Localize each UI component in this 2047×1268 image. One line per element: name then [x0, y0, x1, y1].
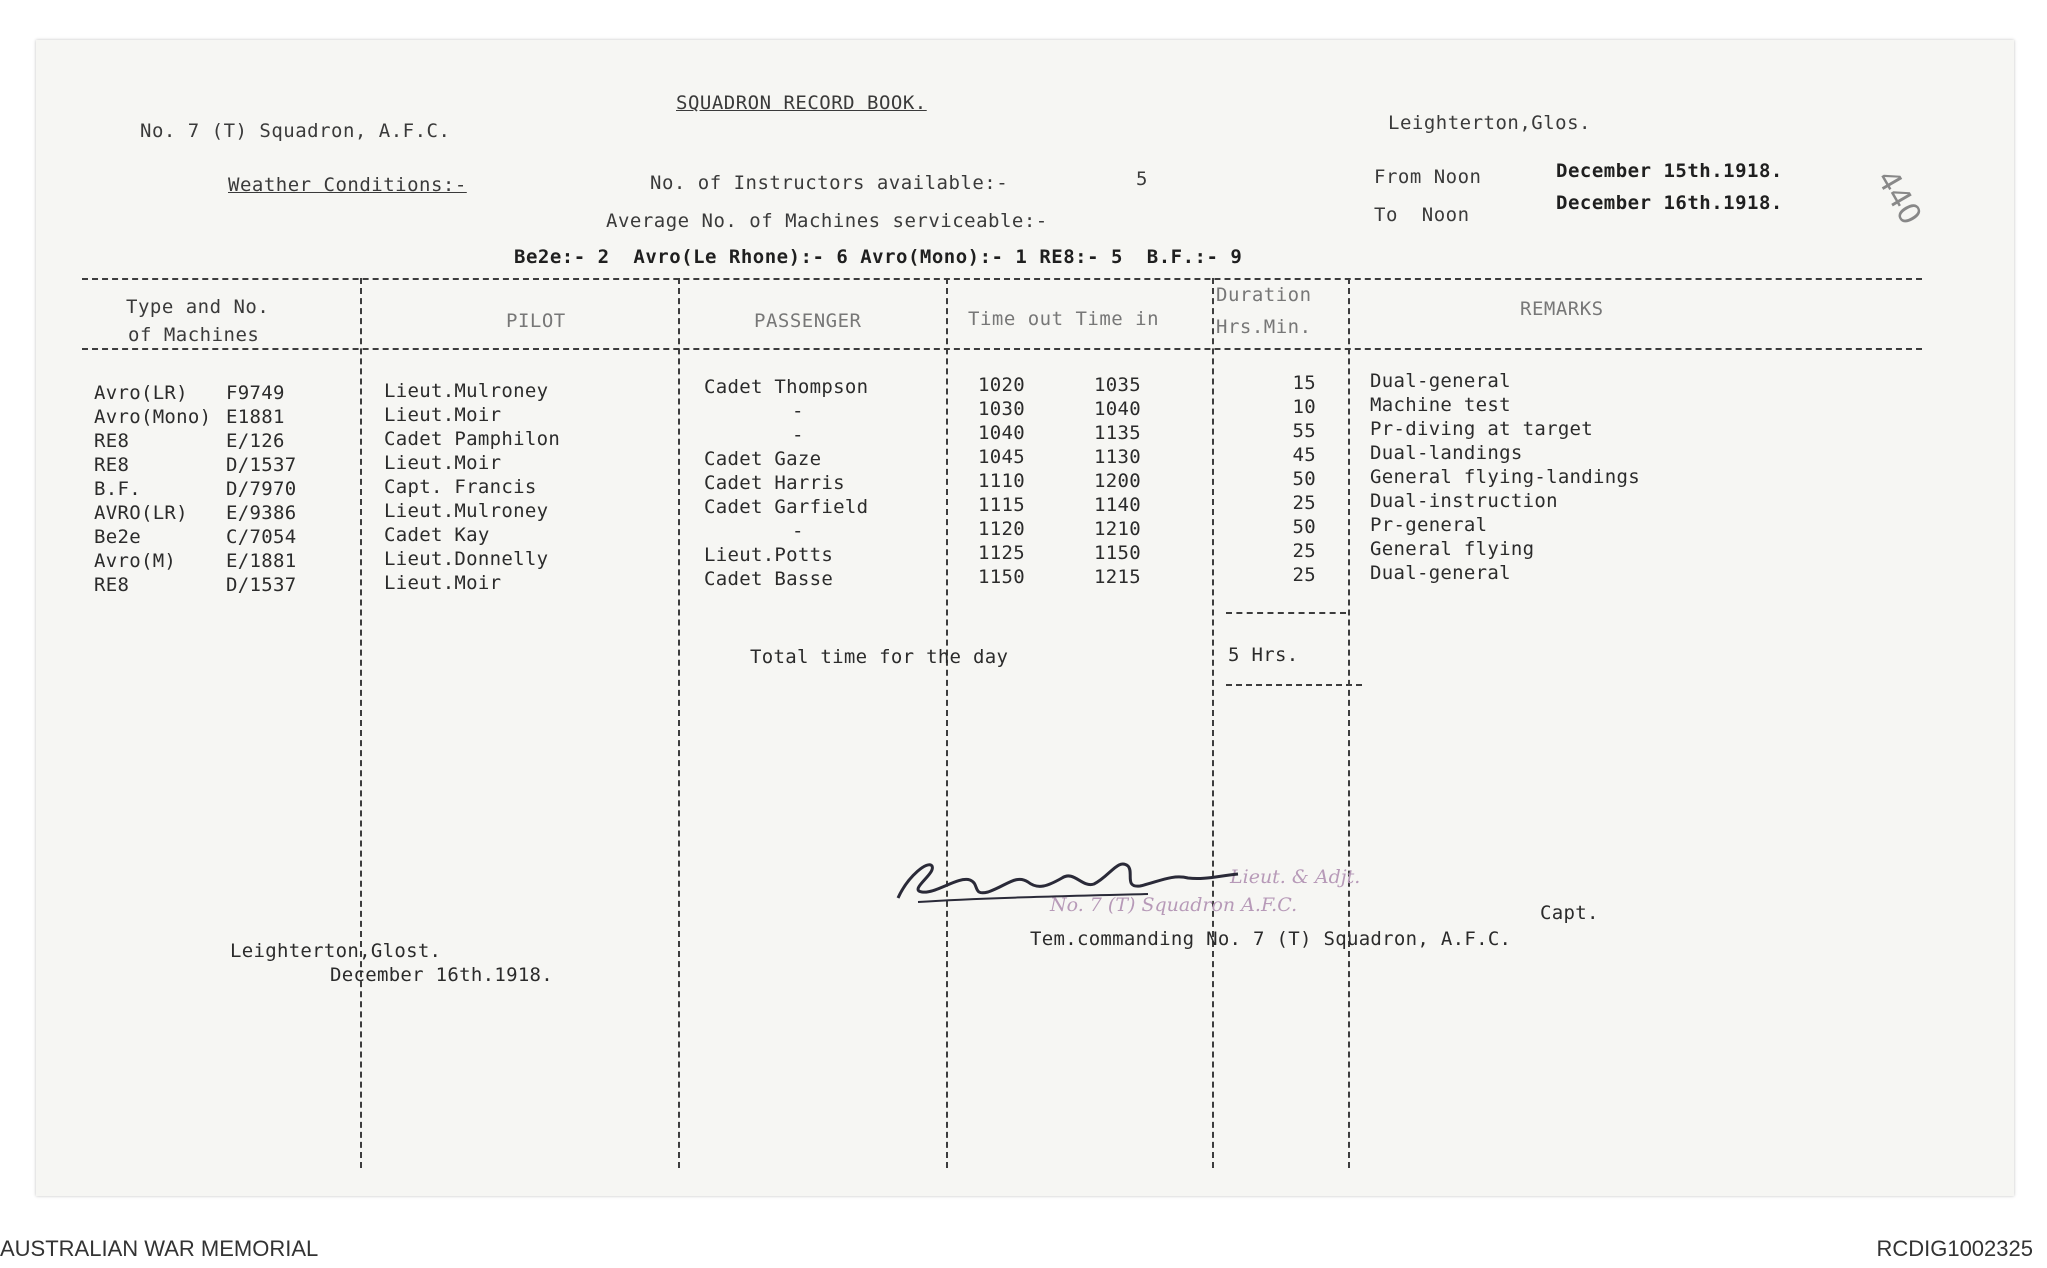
table-header-rule [82, 348, 1922, 350]
time-out: 1125 [978, 542, 1025, 564]
duration: 15 [1292, 372, 1316, 394]
remarks: Pr-general [1370, 514, 1488, 536]
time-in: 1200 [1094, 470, 1141, 492]
time-out: 1040 [978, 422, 1025, 444]
header-duration-line1: Duration [1216, 284, 1312, 306]
machine-serial: E/126 [226, 430, 285, 452]
remarks: Dual-general [1370, 370, 1511, 392]
pilot-name: Lieut.Donnelly [384, 548, 549, 570]
duration: 50 [1292, 468, 1316, 490]
stamp-squadron: No. 7 (T) Squadron A.F.C. [1050, 894, 1298, 916]
signoff-date: December 16th.1918. [330, 964, 554, 986]
duration: 55 [1292, 420, 1316, 442]
column-divider-duration [1212, 278, 1214, 1168]
pilot-name: Lieut.Moir [384, 572, 502, 594]
duration: 25 [1292, 564, 1316, 586]
duration: 45 [1292, 444, 1316, 466]
machine-serial: E1881 [226, 406, 285, 428]
pilot-name: Capt. Francis [384, 476, 537, 498]
machine-type: RE8 [94, 454, 130, 476]
page-number: 440 [1869, 163, 1929, 232]
time-in: 1040 [1094, 398, 1141, 420]
duration: 25 [1292, 492, 1316, 514]
remarks: General flying-landings [1370, 466, 1640, 488]
header-time: Time out Time in [968, 308, 1160, 330]
remarks: Machine test [1370, 394, 1511, 416]
machine-serial: E/9386 [226, 502, 297, 524]
time-out: 1045 [978, 446, 1025, 468]
machine-type: RE8 [94, 574, 130, 596]
duration: 25 [1292, 540, 1316, 562]
passenger-name: - [792, 400, 804, 422]
table-top-rule [82, 278, 1922, 280]
total-value: 5 Hrs. [1228, 644, 1299, 666]
from-date: December 15th.1918. [1556, 160, 1783, 182]
time-in: 1140 [1094, 494, 1141, 516]
duration: 50 [1292, 516, 1316, 538]
remarks: Pr-diving at target [1370, 418, 1594, 440]
passenger-name: Lieut.Potts [704, 544, 834, 566]
time-in: 1210 [1094, 518, 1141, 540]
pilot-name: Lieut.Mulroney [384, 380, 549, 402]
passenger-name: Cadet Basse [704, 568, 834, 590]
pilot-name: Lieut.Moir [384, 404, 502, 426]
time-out: 1120 [978, 518, 1025, 540]
header-type-line2: of Machines [128, 324, 260, 346]
header-type-line1: Type and No. [126, 296, 270, 318]
time-in: 1150 [1094, 542, 1141, 564]
time-in: 1130 [1094, 446, 1141, 468]
machines-summary: Be2e:- 2 Avro(Le Rhone):- 6 Avro(Mono):- 1 RE8:- 5 B.F.:- 9 [514, 246, 1243, 268]
machine-type: Be2e [94, 526, 141, 548]
squadron-name: No. 7 (T) Squadron, A.F.C. [140, 120, 451, 142]
time-in: 1035 [1094, 374, 1141, 396]
page-title: SQUADRON RECORD BOOK. [676, 92, 927, 114]
time-out: 1030 [978, 398, 1025, 420]
machine-serial: D/1537 [226, 454, 297, 476]
machines-serviceable-label: Average No. of Machines serviceable:- [606, 210, 1048, 232]
commanding-line: Tem.commanding No. 7 (T) Squadron, A.F.C. [1030, 928, 1512, 950]
machine-serial: E/1881 [226, 550, 297, 572]
machine-serial: F9749 [226, 382, 285, 404]
machine-serial: D/7970 [226, 478, 297, 500]
total-top-rule [1226, 612, 1346, 614]
remarks: Dual-landings [1370, 442, 1523, 464]
header-remarks: REMARKS [1520, 298, 1604, 320]
instructors-label: No. of Instructors available:- [650, 172, 1009, 194]
passenger-name: Cadet Thompson [704, 376, 869, 398]
time-in: 1135 [1094, 422, 1141, 444]
remarks: Dual-general [1370, 562, 1511, 584]
machine-type: B.F. [94, 478, 141, 500]
pilot-name: Cadet Kay [384, 524, 490, 546]
machine-type: RE8 [94, 430, 130, 452]
weather-conditions-label: Weather Conditions:- [228, 174, 467, 196]
header-passenger: PASSENGER [754, 310, 862, 332]
pilot-name: Lieut.Mulroney [384, 500, 549, 522]
time-out: 1020 [978, 374, 1025, 396]
header-pilot: PILOT [506, 310, 566, 332]
passenger-name: Cadet Gaze [704, 448, 822, 470]
instructors-value: 5 [1136, 168, 1148, 190]
total-bottom-rule [1226, 684, 1362, 686]
stamp-adjutant: Lieut. & Adjt. [1230, 866, 1361, 888]
pilot-name: Lieut.Moir [384, 452, 502, 474]
machine-type: Avro(Mono) [94, 406, 212, 428]
machine-serial: C/7054 [226, 526, 297, 548]
passenger-name: Cadet Harris [704, 472, 845, 494]
column-divider-remarks [1348, 278, 1350, 1168]
machine-type: AVRO(LR) [94, 502, 188, 524]
time-in: 1215 [1094, 566, 1141, 588]
column-divider-pilot [360, 278, 362, 1168]
passenger-name: Cadet Garfield [704, 496, 869, 518]
remarks: Dual-instruction [1370, 490, 1558, 512]
header-duration-line2: Hrs.Min. [1216, 316, 1312, 338]
signature [888, 836, 1248, 916]
machine-serial: D/1537 [226, 574, 297, 596]
archive-credit: AUSTRALIAN WAR MEMORIAL [0, 1236, 319, 1261]
passenger-name: - [792, 424, 804, 446]
signatory-rank: Capt. [1540, 902, 1599, 924]
remarks: General flying [1370, 538, 1535, 560]
column-divider-passenger [678, 278, 680, 1168]
to-date: December 16th.1918. [1556, 192, 1783, 214]
time-out: 1110 [978, 470, 1025, 492]
time-out: 1150 [978, 566, 1025, 588]
to-noon-label: To Noon [1374, 204, 1470, 226]
machine-type: Avro(LR) [94, 382, 188, 404]
time-out: 1115 [978, 494, 1025, 516]
passenger-name: - [792, 520, 804, 542]
location-header: Leighterton,Glos. [1388, 112, 1591, 134]
total-label: Total time for the day [750, 646, 1009, 668]
from-noon-label: From Noon [1374, 166, 1482, 188]
column-divider-time [946, 278, 948, 1168]
signoff-place: Leighterton,Glost. [230, 940, 442, 962]
catalogue-id: RCDIG1002325 [1876, 1236, 2033, 1261]
pilot-name: Cadet Pamphilon [384, 428, 561, 450]
duration: 10 [1292, 396, 1316, 418]
machine-type: Avro(M) [94, 550, 177, 572]
